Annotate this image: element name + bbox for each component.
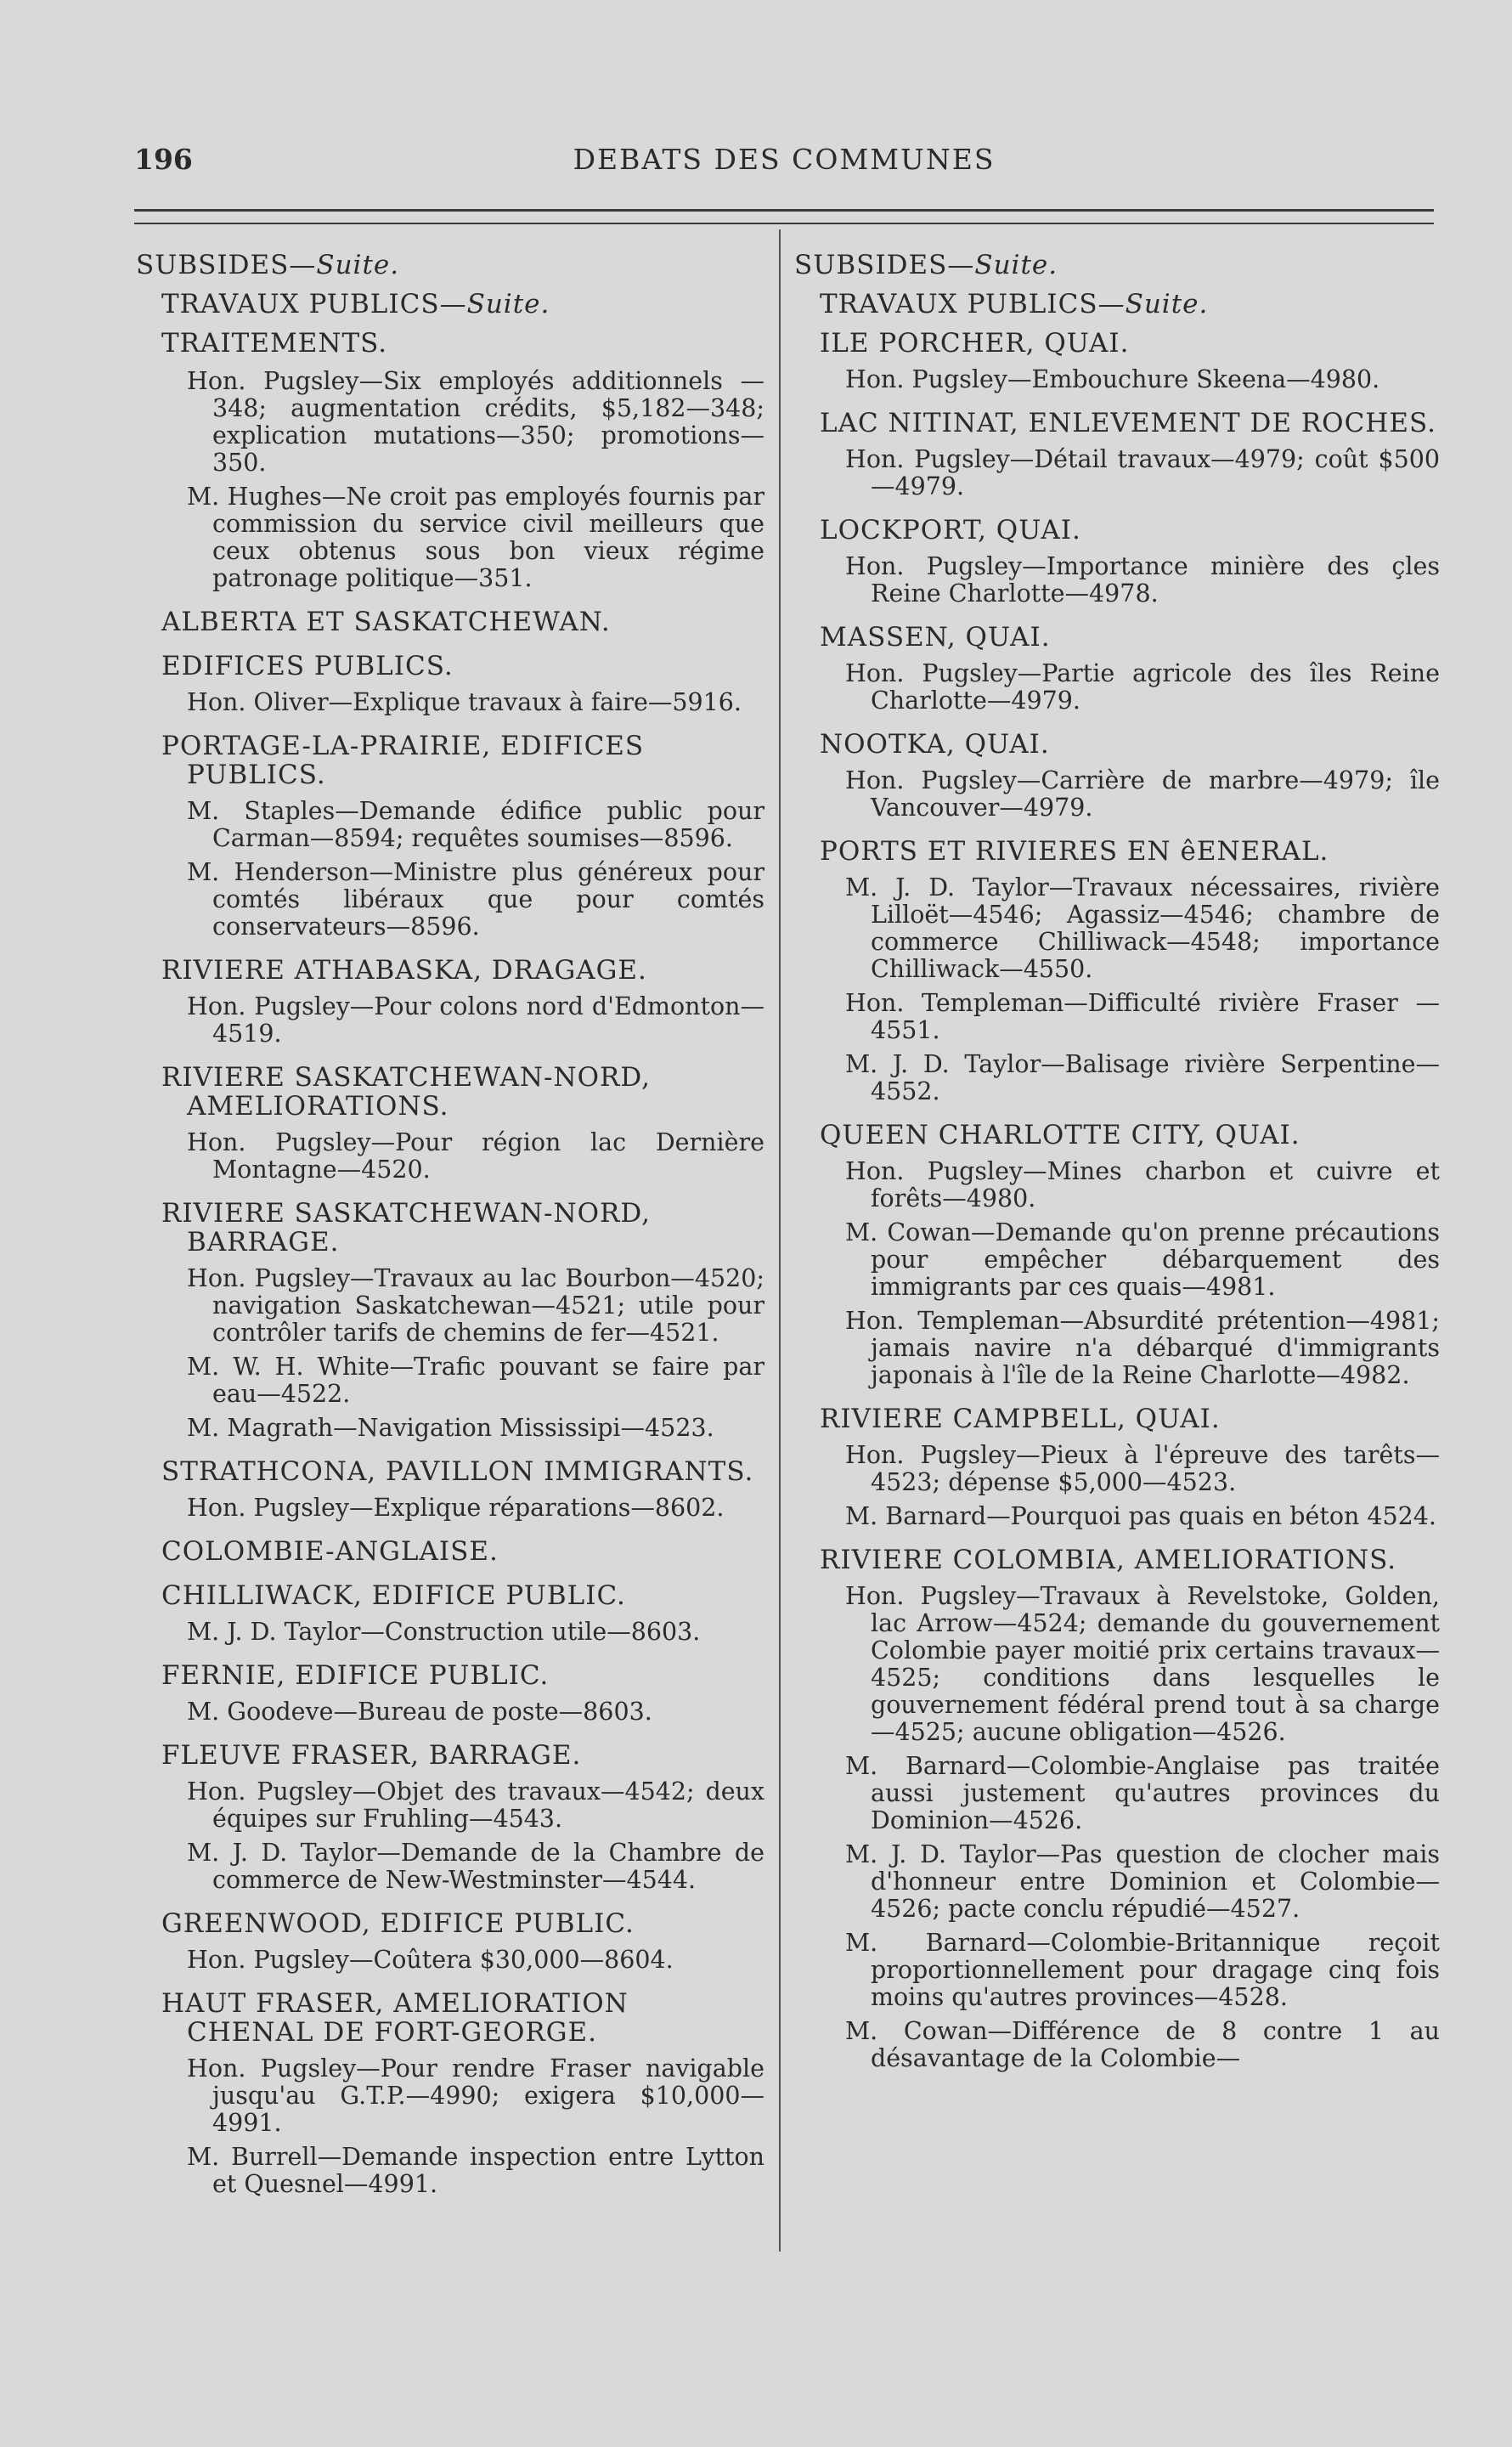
header-rule-top [134, 209, 1434, 212]
index-entry: M. Goodeve—Bureau de poste—8603. [187, 1698, 652, 1726]
travaux-publics-heading: TRAVAUX PUBLICS—Suite. [161, 289, 550, 319]
index-section [136, 608, 764, 636]
index-section [794, 837, 1440, 1105]
travaux-publics-heading: TRAVAUX PUBLICS—Suite. [820, 289, 1209, 319]
index-entry: Hon. Pugsley—Partie agricole des îles Reine Charlotte—4979. [845, 659, 1440, 715]
index-section [136, 956, 764, 1048]
section-heading: ILE PORCHER, QUAI. [820, 328, 1130, 359]
index-section [136, 1581, 764, 1646]
index-entry: M. W. H. White—Trafic pouvant se faire par eau—4522. [187, 1353, 764, 1408]
index-entry: Hon. Pugsley—Embouchure Skeena—4980. [845, 365, 1380, 393]
section-heading: RIVIERE ATHABASKA, DRAGAGE. [161, 955, 647, 986]
traitements-section [136, 368, 764, 592]
index-entry: Hon. Pugsley—Pour région lac Dernière Montagne—4520. [187, 1128, 764, 1184]
index-entry: M. Cowan—Différence de 8 contre 1 au désavantage de la Colombie— [845, 2017, 1440, 2072]
index-entry: Hon. Pugsley—Détail travaux—4979; coût $500—4979. [845, 445, 1440, 500]
index-entry: Hon. Pugsley—Pour colons nord d'Edmonton—4519. [187, 992, 764, 1048]
index-entry: M. J. D. Taylor—Pas question de clocher mais d'honneur entre Dominion et Colombie—4526; pacte conclu répudié—4527. [845, 1840, 1440, 1923]
page-number: 196 [134, 143, 193, 176]
index-entry: M. J. D. Taylor—Balisage rivière Serpentine—4552. [845, 1050, 1440, 1105]
index-entry: Hon. Pugsley—Importance minière des çles Reine Charlotte—4978. [845, 552, 1440, 608]
index-section [794, 329, 1440, 393]
index-section [794, 1404, 1440, 1530]
index-entry: Hon. Templeman—Difficulté rivière Fraser —4551. [845, 989, 1440, 1044]
index-entry: M. Henderson—Ministre plus généreux pour comtés libéraux que pour comtés conservateurs—8596. [187, 858, 764, 941]
index-section [136, 1199, 764, 1442]
index-entry: Hon. Pugsley—Travaux au lac Bourbon—4520; navigation Saskatchewan—4521; utile pour contrôler tarifs de chemins de fer—4521. [187, 1264, 764, 1347]
section-heading: RIVIERE CAMPBELL, QUAI. [820, 1404, 1221, 1434]
section-heading: EDIFICES PUBLICS. [161, 651, 454, 681]
section-heading: ALBERTA ET SASKATCHEWAN. [161, 607, 611, 637]
index-section [136, 652, 764, 716]
section-heading: QUEEN CHARLOTTE CITY, QUAI. [820, 1120, 1300, 1150]
index-section [136, 1063, 764, 1184]
section-heading: FERNIE, EDIFICE PUBLIC. [161, 1660, 550, 1691]
index-entry: Hon. Pugsley—Pour rendre Fraser navigable jusqu'au G.T.P.—4990; exigera $10,000—4991. [187, 2054, 764, 2137]
section-heading: GREENWOOD, EDIFICE PUBLIC. [161, 1908, 635, 1939]
section-heading: PORTAGE-LA-PRAIRIE, EDIFICES PUBLICS. [161, 731, 645, 790]
column-divider [779, 229, 781, 2252]
subsides-heading: SUBSIDES—Suite. [136, 250, 400, 280]
index-entry: Hon. Templeman—Absurdité prétention—4981; jamais navire n'a débarqué d'immigrants japonais à l'île de la Reine Charlotte—4982. [845, 1307, 1440, 1389]
index-entry: M. J. D. Taylor—Demande de la Chambre de commerce de New-Westminster—4544. [187, 1839, 764, 1894]
index-entry: M. Burrell—Demande inspection entre Lytton et Quesnel—4991. [187, 2143, 764, 2198]
section-heading: COLOMBIE-ANGLAISE. [161, 1536, 499, 1567]
index-section [136, 1661, 764, 1726]
index-section [794, 1121, 1440, 1389]
index-section [794, 623, 1440, 715]
section-heading: NOOTKA, QUAI. [820, 729, 1050, 760]
header-rule-bottom [134, 223, 1434, 224]
subsides-heading: SUBSIDES—Suite. [794, 250, 1058, 280]
index-entry: M. Staples—Demande édifice public pour Carman—8594; requêtes soumises—8596. [187, 797, 764, 852]
section-heading: MASSEN, QUAI. [820, 622, 1051, 653]
index-entry: M. J. D. Taylor—Construction utile—8603. [187, 1618, 701, 1646]
index-entry: Hon. Pugsley—Pieux à l'épreuve des tarêts—4523; dépense $5,000—4523. [845, 1441, 1440, 1496]
index-entry: Hon. Pugsley—Travaux à Revelstoke, Golden, lac Arrow—4524; demande du gouvernement Colombie payer moitié prix certains travaux—4525; conditions dans lesquelles le gouvernement fédéral prend tout à sa charge—4525; aucune obligation—4526. [845, 1582, 1440, 1746]
index-section [794, 1546, 1440, 2072]
index-section [794, 409, 1440, 500]
index-section [794, 730, 1440, 822]
section-heading: FLEUVE FRASER, BARRAGE. [161, 1740, 582, 1771]
section-heading: RIVIERE SASKATCHEWAN-NORD, AMELIORATIONS. [161, 1062, 651, 1122]
index-entry: M. Cowan—Demande qu'on prenne précautions pour empêcher débarquement des immigrants par ces quais—4981. [845, 1218, 1440, 1301]
section-heading: CHILLIWACK, EDIFICE PUBLIC. [161, 1580, 626, 1611]
section-heading: RIVIERE COLOMBIA, AMELIORATIONS. [820, 1545, 1397, 1575]
index-section [794, 516, 1440, 608]
section-heading: RIVIERE SASKATCHEWAN-NORD, BARRAGE. [161, 1198, 651, 1257]
index-section [136, 1741, 764, 1894]
index-entry: Hon. Pugsley—Coûtera $30,000—8604. [187, 1946, 674, 1974]
running-head [134, 143, 1434, 180]
index-section [136, 1537, 764, 1566]
section-heading: LOCKPORT, QUAI. [820, 515, 1081, 545]
section-heading: STRATHCONA, PAVILLON IMMIGRANTS. [161, 1456, 754, 1487]
section-heading: PORTS ET RIVIERES EN êENERAL. [820, 836, 1329, 867]
left-column [136, 251, 764, 2213]
left-sections [136, 608, 764, 2198]
index-entry: M. Hughes—Ne croit pas employés fournis par commission du service civil meilleurs que ceux obtenus sous bon vieux régime patronage politique—351. [187, 483, 764, 592]
index-section [136, 1989, 764, 2198]
page-title: DEBATS DES COMMUNES [573, 143, 996, 176]
index-entry: M. Barnard—Pourquoi pas quais en béton 4524. [845, 1502, 1436, 1530]
index-entry: Hon. Oliver—Explique travaux à faire—5916. [187, 688, 742, 716]
index-entry: Hon. Pugsley—Six employés additionnels —348; augmentation crédits, $5,182—348; explication mutations—350; promotions—350. [187, 367, 764, 477]
index-section [136, 1457, 764, 1522]
right-sections [794, 329, 1440, 2072]
right-column [794, 251, 1440, 2088]
index-section [136, 1909, 764, 1974]
index-entry: M. Barnard—Colombie-Britannique reçoit proportionnellement pour dragage cinq fois moins qu'autres provinces—4528. [845, 1929, 1440, 2011]
section-heading: HAUT FRASER, AMELIORATION CHENAL DE FORT-GEORGE. [161, 1988, 629, 2048]
index-entry: M. J. D. Taylor—Travaux nécessaires, rivière Lilloët—4546; Agassiz—4546; chambre de commerce Chilliwack—4548; importance Chilliwack—4550. [845, 873, 1440, 983]
index-entry: M. Barnard—Colombie-Anglaise pas traitée aussi justement qu'autres provinces du Dominion—4526. [845, 1752, 1440, 1834]
index-entry: Hon. Pugsley—Explique réparations—8602. [187, 1494, 725, 1522]
section-heading: LAC NITINAT, ENLEVEMENT DE ROCHES. [820, 408, 1436, 438]
index-section [136, 732, 764, 941]
index-entry: Hon. Pugsley—Objet des travaux—4542; deux équipes sur Fruhling—4543. [187, 1777, 764, 1833]
traitements-heading: TRAITEMENTS. [161, 328, 388, 359]
index-entry: M. Magrath—Navigation Mississipi—4523. [187, 1414, 714, 1442]
index-entry: Hon. Pugsley—Mines charbon et cuivre et forêts—4980. [845, 1157, 1440, 1212]
index-entry: Hon. Pugsley—Carrière de marbre—4979; île Vancouver—4979. [845, 766, 1440, 822]
